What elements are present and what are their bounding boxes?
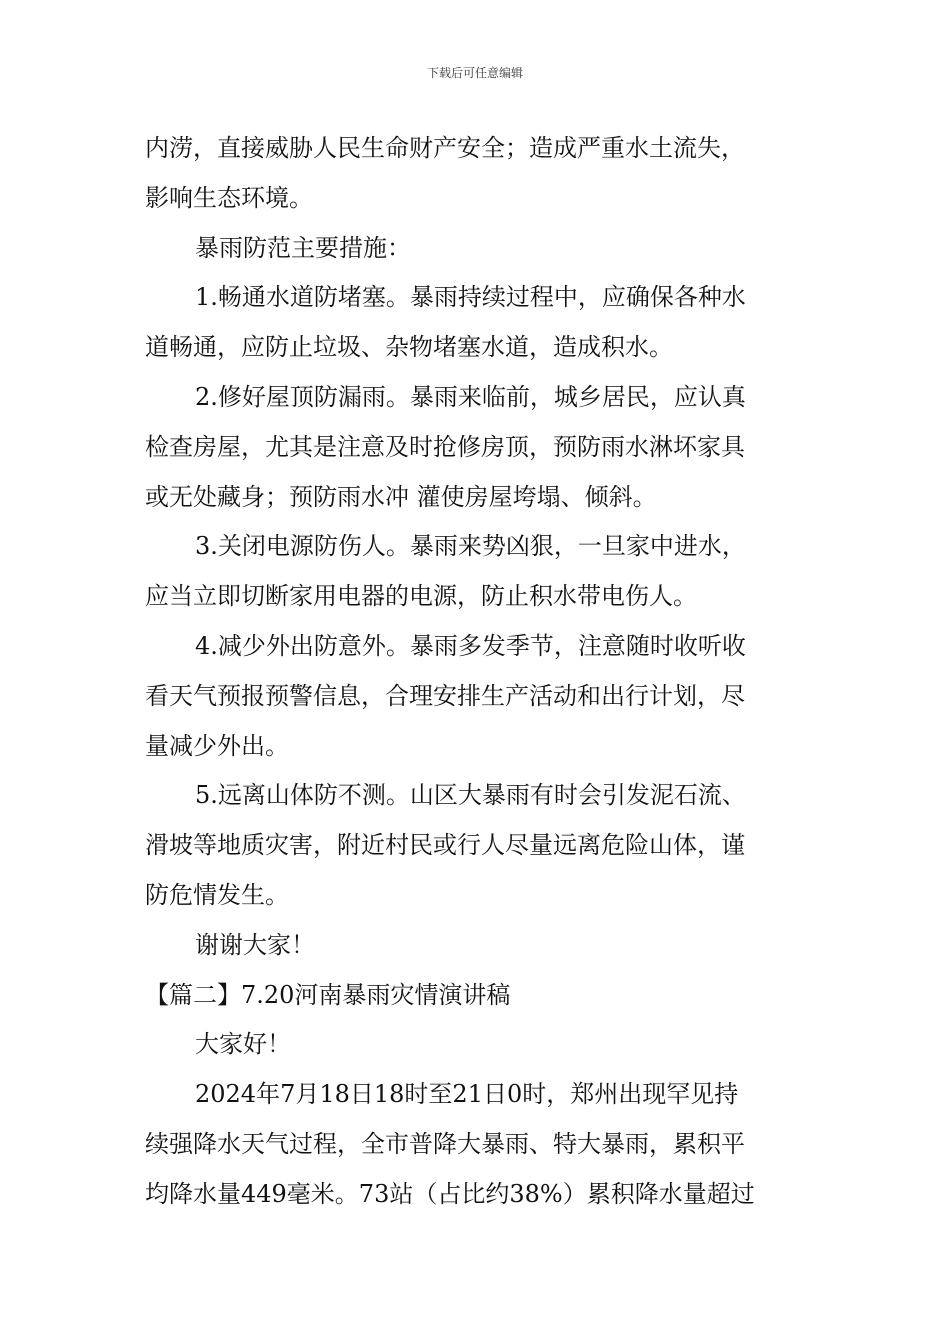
text-line: 道畅通，应防止垃圾、杂物堵塞水道，造成积水。 [145,333,673,362]
text-line: 【篇二】7.20河南暴雨灾情演讲稿 [145,980,511,1009]
paragraph-thanks [145,921,807,971]
text-line: 2.修好屋顶防漏雨。暴雨来临前，城乡居民，应认真 [195,382,746,411]
text-line: 应当立即切断家用电器的电源，防止积水带电伤人。 [145,582,697,611]
paragraph-section-2-title [145,971,807,1021]
page-header: 下载后可任意编辑 [426,66,523,80]
text-line: 2024年7月18日18时至21日0时，郑州出现罕见持 [195,1080,739,1109]
text-line: 量减少外出。 [145,731,289,760]
text-line: 影响生态环境。 [145,183,313,212]
text-line: 防危情发生。 [145,880,289,909]
paragraph-greeting [145,1020,807,1070]
text-line: 均降水量449毫米。73站（占比约38%）累积降水量超过 [145,1179,755,1208]
text-line: 4.减少外出防意外。暴雨多发季节，注意随时收听收 [195,631,746,660]
document-body [145,124,807,1220]
text-line: 谢谢大家！ [195,930,315,959]
paragraph-measure-4 [145,622,807,771]
paragraph-measure-5 [145,771,807,920]
text-line: 5.远离山体防不测。山区大暴雨有时会引发泥石流、 [195,781,746,810]
text-line: 1.畅通水道防堵塞。暴雨持续过程中，应确保各种水 [195,283,746,312]
paragraph-measure-2 [145,373,807,522]
paragraph-measure-3 [145,522,807,622]
text-line: 检查房屋，尤其是注意及时抢修房顶，预防雨水淋坏家具 [145,432,745,461]
paragraph-measure-1 [145,273,807,373]
paragraph-harm-continuation [145,124,807,224]
text-line: 内涝，直接威胁人民生命财产安全；造成严重水土流失， [145,134,745,162]
text-line: 滑坡等地质灾害，附近村民或行人尽量远离危险山体，谨 [145,831,745,860]
paragraph-rainfall-report [145,1070,807,1219]
paragraph-measures-heading [145,224,807,274]
text-line: 大家好！ [195,1030,291,1059]
text-line: 续强降水天气过程，全市普降大暴雨、特大暴雨，累积平 [145,1129,745,1158]
text-line: 看天气预报预警信息，合理安排生产活动和出行计划，尽 [145,681,745,710]
text-line: 暴雨防范主要措施： [195,233,411,262]
text-line: 3.关闭电源防伤人。暴雨来势凶狠，一旦家中进水， [195,532,746,561]
text-line: 或无处藏身；预防雨水冲 灌使房屋垮塌、倾斜。 [145,482,657,511]
